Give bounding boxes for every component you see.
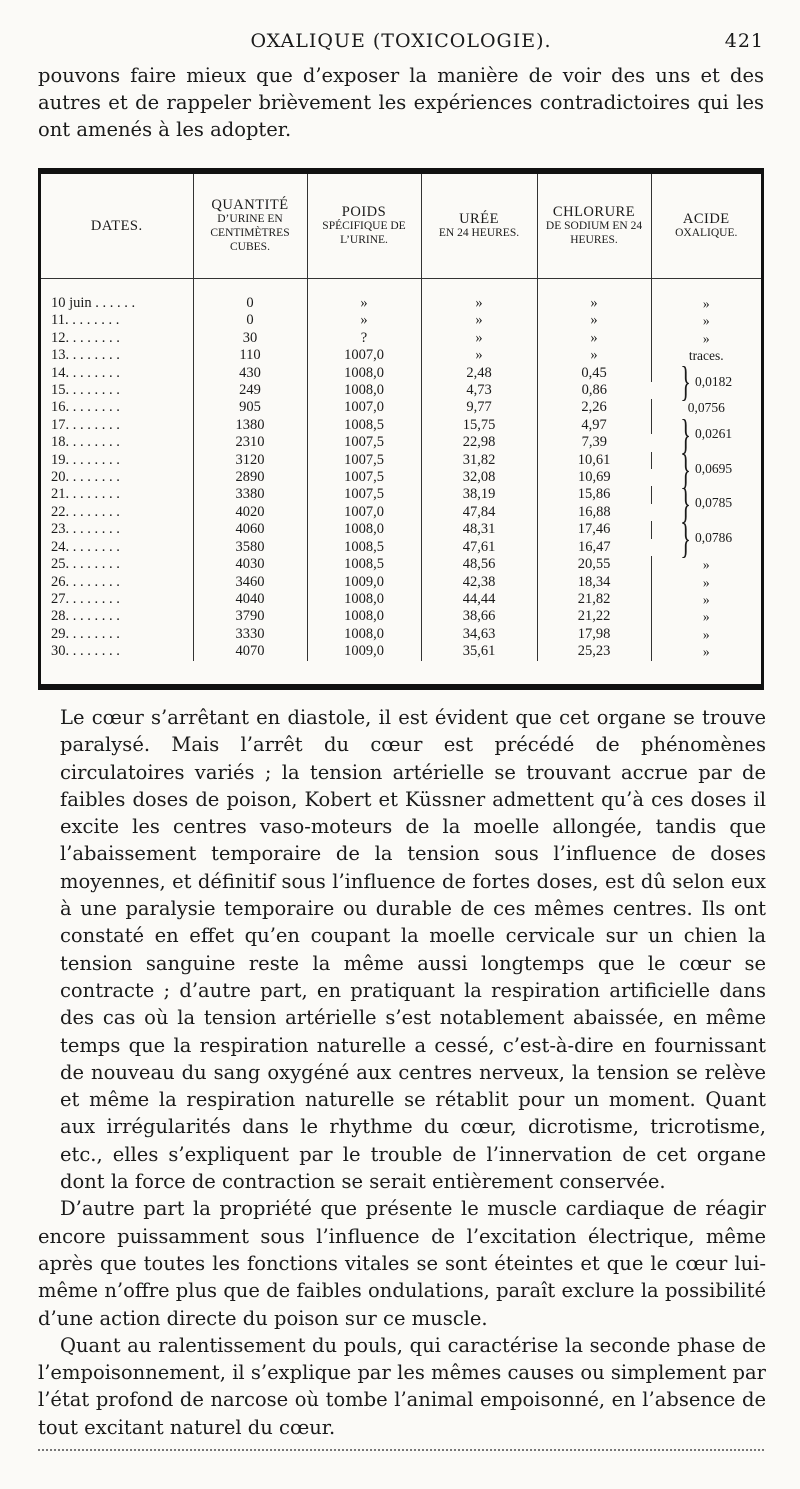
table-row	[41, 347, 761, 364]
uree-cell: 32,08	[421, 469, 537, 486]
date-cell: 28. . . . . . . .	[41, 608, 193, 625]
acide-value: »	[702, 330, 710, 346]
uree-cell: 38,19	[421, 486, 537, 503]
acide-cell	[651, 347, 761, 364]
table-row	[41, 556, 761, 573]
quantite-cell: 2310	[193, 434, 307, 451]
date-cell: 26. . . . . . . .	[41, 574, 193, 591]
chlorure-cell: 21,22	[537, 608, 651, 625]
table-row	[41, 452, 761, 469]
table-row	[41, 330, 761, 347]
acide-cell	[651, 357, 761, 406]
chlorure-cell: 21,82	[537, 591, 651, 608]
chlorure-cell: 17,98	[537, 626, 651, 643]
acide-value: »	[702, 626, 710, 642]
acide-cell	[651, 643, 761, 660]
date-cell: 27. . . . . . . .	[41, 591, 193, 608]
header-dates: DATES.	[41, 174, 193, 279]
acide-value: 0,0261	[694, 425, 733, 441]
date-cell: 14. . . . . . . .	[41, 365, 193, 382]
date-cell: 21. . . . . . . .	[41, 486, 193, 503]
poids-cell: ?	[307, 330, 421, 347]
poids-cell: »	[307, 312, 421, 329]
quantite-cell: 3120	[193, 452, 307, 469]
poids-cell: 1007,0	[307, 347, 421, 364]
quantite-cell: 905	[193, 399, 307, 416]
uree-cell: 42,38	[421, 574, 537, 591]
quantite-cell: 0	[193, 312, 307, 329]
poids-cell: 1009,0	[307, 643, 421, 660]
table-row	[41, 486, 761, 503]
acide-value: »	[702, 296, 710, 311]
date-cell: 18. . . . . . . .	[41, 434, 193, 451]
chlorure-cell: 4,97	[537, 417, 651, 434]
acide-cell	[651, 399, 761, 416]
chlorure-cell: 16,47	[577, 538, 611, 555]
quantite-cell: 1380	[193, 417, 307, 434]
poids-cell: 1008,0	[307, 591, 421, 608]
date-cell: 12. . . . . . . .	[41, 330, 193, 347]
poids-cell: »	[307, 295, 421, 312]
table-row	[41, 521, 761, 538]
poids-cell: 1007,0	[307, 504, 421, 521]
chlorure-cell: 7,39	[581, 434, 607, 451]
date-cell: 10 juin . . . . . .	[41, 295, 193, 312]
poids-cell: 1007,5	[307, 434, 421, 451]
date-cell: 19. . . . . . . .	[41, 452, 193, 469]
intro-text: pouvons faire mieux que d’exposer la manière de voir des uns et des autres et de rappeler brièvement les expériences contradictoires qui les ont amenés à les adopter.	[38, 64, 764, 141]
brace-mark: }	[680, 410, 691, 458]
date-cell: 25. . . . . . . .	[41, 556, 193, 573]
uree-cell: 47,84	[421, 504, 537, 521]
quantite-cell: 4060	[193, 521, 307, 538]
table-row	[41, 643, 761, 660]
date-cell: 15. . . . . . . .	[41, 382, 193, 399]
chlorure-cell: 16,88	[577, 503, 611, 520]
header-quantite: QUANTITÉ D’URINE EN CENTIMÈTRES CUBES.	[193, 174, 307, 279]
acide-value: 0,0756	[687, 400, 725, 416]
uree-cell: 34,63	[421, 626, 537, 643]
uree-cell: 48,31	[421, 521, 537, 538]
table-row	[41, 399, 761, 416]
acide-cell	[651, 574, 761, 591]
uree-cell: 2,48	[421, 365, 537, 382]
data-table	[41, 174, 761, 661]
poids-cell: 1007,5	[307, 469, 421, 486]
poids-cell: 1008,5	[307, 556, 421, 573]
poids-cell: 1008,0	[307, 608, 421, 625]
running-title: OXALIQUE (TOXICOLOGIE).	[250, 30, 552, 52]
intro-paragraph	[38, 62, 764, 143]
table-row	[41, 608, 761, 625]
quantite-cell: 430	[193, 365, 307, 382]
date-cell: 13. . . . . . . .	[41, 347, 193, 364]
poids-cell: 1007,5	[307, 486, 421, 503]
poids-cell: 1007,0	[307, 399, 421, 416]
acide-value: »	[702, 609, 710, 625]
uree-cell: »	[421, 312, 537, 329]
table-row	[41, 365, 761, 382]
quantite-cell: 4040	[193, 591, 307, 608]
uree-cell: 35,61	[421, 643, 537, 660]
chlorure-cell: 17,46	[537, 521, 651, 538]
acide-cell	[651, 444, 761, 493]
urine-analysis-table	[38, 168, 764, 690]
uree-cell: »	[421, 347, 537, 364]
acide-cell	[651, 556, 761, 573]
uree-cell: 48,56	[421, 556, 537, 573]
acide-value: traces.	[688, 348, 724, 364]
quantite-cell: 4070	[193, 643, 307, 660]
poids-cell: 1009,0	[307, 574, 421, 591]
date-cell: 24. . . . . . . .	[41, 539, 193, 556]
chlorure-cell: 2,26	[537, 399, 651, 416]
chlorure-cell: 20,55	[537, 556, 651, 573]
brace-mark: }	[680, 357, 691, 406]
uree-cell: 47,61	[421, 539, 537, 556]
poids-cell: 1008,0	[307, 626, 421, 643]
date-cell: 22. . . . . . . .	[41, 504, 193, 521]
quantite-cell: 3790	[193, 608, 307, 625]
uree-cell: 9,77	[421, 399, 537, 416]
table-body	[41, 279, 761, 661]
poids-cell: 1008,0	[307, 382, 421, 399]
uree-cell: 15,75	[421, 417, 537, 434]
chlorure-cell: »	[537, 347, 651, 364]
brace-mark: }	[680, 514, 691, 562]
running-header	[38, 30, 764, 58]
header-poids: POIDS SPÉCIFIQUE DE L’URINE.	[307, 174, 421, 279]
header-uree: URÉE EN 24 HEURES.	[421, 174, 537, 279]
quantite-cell: 110	[193, 347, 307, 364]
acide-value: 0,0695	[694, 460, 733, 476]
uree-cell: 44,44	[421, 591, 537, 608]
acide-value: »	[702, 644, 710, 660]
quantite-cell: 4020	[193, 504, 307, 521]
table-row	[41, 591, 761, 608]
acide-value: 0,0785	[694, 495, 733, 511]
acide-cell	[651, 312, 761, 329]
brace-mark: }	[680, 444, 691, 493]
poids-cell: 1007,5	[307, 452, 421, 469]
quantite-cell: 0	[193, 295, 307, 312]
date-cell: 20. . . . . . . .	[41, 469, 193, 486]
uree-cell: 4,73	[421, 382, 537, 399]
acide-value: »	[702, 574, 710, 590]
acide-cell	[651, 591, 761, 608]
quantite-cell: 3330	[193, 626, 307, 643]
footer-rule	[38, 1449, 764, 1451]
chlorure-cell: 10,61	[537, 452, 651, 469]
table-row	[41, 626, 761, 643]
quantite-cell: 3460	[193, 574, 307, 591]
quantite-cell: 3380	[193, 486, 307, 503]
table-spacer-row	[41, 279, 761, 296]
acide-cell	[651, 514, 761, 562]
page-number: 421	[724, 30, 764, 52]
acide-cell	[651, 330, 761, 347]
chlorure-cell: »	[537, 295, 651, 312]
paragraph: Le cœur s’arrêtant en diastole, il est évident que cet organe se trouve paralysé. Mais l’arrêt du cœur est précédé de phénomènes circulatoires variés ; la tension artérielle se trouvant accrue par de faibles doses de poison, Kobert et Küssner admettent qu’à ces doses il excite les centres vaso-moteurs de la moelle allongée, tandis que l’abaissement temporaire de la tension sous l’influence de doses moyennes, et définitif sous l’influence de fortes doses, est dû selon eux à une paralysie temporaire ou durable de ces mêmes centres. Ils ont constaté en effet qu’en coupant la moelle cervicale sur un chien la tension sanguine reste la même aussi longtemps que le cœur se contracte ; d’autre part, en pratiquant la respiration artificielle dans des cas où la tension artérielle s’est notablement abaissée, en même temps que la respiration naturelle a cessé, c’est-à-dire en fournissant de nouveau du sang oxygéné aux centres nerveux, la tension se relève et même la respiration naturelle se rétablit pour un moment. Quant aux irrégularités dans le rhythme du cœur, dicrotisme, tricrotisme, etc., elles s’expliquent par le trouble de l’innervation de cet organe dont la force de contraction se serait entièrement conservée.	[60, 706, 766, 1194]
acide-value: 0,0182	[694, 373, 733, 389]
date-cell: 23. . . . . . . .	[41, 521, 193, 538]
date-cell: 11. . . . . . . .	[41, 312, 193, 329]
acide-cell	[651, 608, 761, 625]
date-cell: 30. . . . . . . .	[41, 643, 193, 660]
body-text	[38, 704, 766, 1441]
poids-cell: 1008,5	[307, 539, 421, 556]
quantite-cell: 2890	[193, 469, 307, 486]
quantite-cell: 30	[193, 330, 307, 347]
chlorure-cell: 15,86	[537, 486, 651, 503]
chlorure-cell: 25,23	[537, 643, 651, 660]
acide-value: »	[702, 313, 710, 329]
chlorure-cell: »	[537, 312, 651, 329]
uree-cell: »	[421, 330, 537, 347]
header-chlorure: CHLORURE DE SODIUM EN 24 HEURES.	[537, 174, 651, 279]
poids-cell: 1008,0	[307, 365, 421, 382]
paragraph: Quant au ralentissement du pouls, qui caractérise la seconde phase de l’empoisonnement, il s’explique par les mêmes causes ou simplement par l’état profond de narcose où tombe l’animal empoisonné, en l’absence de tout excitant naturel du cœur.	[38, 1333, 766, 1439]
brace-mark: }	[680, 479, 691, 528]
acide-cell	[651, 479, 761, 528]
acide-value: »	[702, 591, 710, 607]
uree-cell: 38,66	[421, 608, 537, 625]
acide-value: 0,0786	[694, 530, 733, 546]
chlorure-cell: 10,69	[577, 469, 611, 486]
chlorure-cell: 18,34	[537, 574, 651, 591]
chlorure-cell: »	[537, 330, 651, 347]
date-cell: 16. . . . . . . .	[41, 399, 193, 416]
acide-cell	[651, 410, 761, 458]
table-row	[41, 312, 761, 329]
acide-cell	[651, 626, 761, 643]
uree-cell: 31,82	[421, 452, 537, 469]
acide-cell	[651, 295, 761, 312]
quantite-cell: 3580	[193, 539, 307, 556]
quantite-cell: 249	[193, 382, 307, 399]
paragraph: D’autre part la propriété que présente le muscle cardiaque de réagir encore puissamment sous l’influence de l’excitation électrique, même après que toutes les fonctions vitales se sont éteintes et que le cœur lui-même n’offre plus que de faibles ondulations, paraît exclure la possibilité d’une action directe du poison sur ce muscle.	[38, 1197, 766, 1330]
table-row	[41, 574, 761, 591]
table-header-row	[41, 174, 761, 279]
table-row	[41, 417, 761, 434]
poids-cell: 1008,5	[307, 417, 421, 434]
table-row	[41, 295, 761, 312]
acide-value: »	[702, 557, 710, 573]
poids-cell: 1008,0	[307, 521, 421, 538]
uree-cell: 22,98	[421, 434, 537, 451]
uree-cell: »	[421, 295, 537, 312]
chlorure-cell: 0,45	[537, 365, 651, 382]
date-cell: 29. . . . . . . .	[41, 626, 193, 643]
chlorure-cell: 0,86	[581, 382, 607, 399]
header-acide: ACIDE OXALIQUE.	[651, 174, 761, 279]
date-cell: 17. . . . . . . .	[41, 417, 193, 434]
quantite-cell: 4030	[193, 556, 307, 573]
